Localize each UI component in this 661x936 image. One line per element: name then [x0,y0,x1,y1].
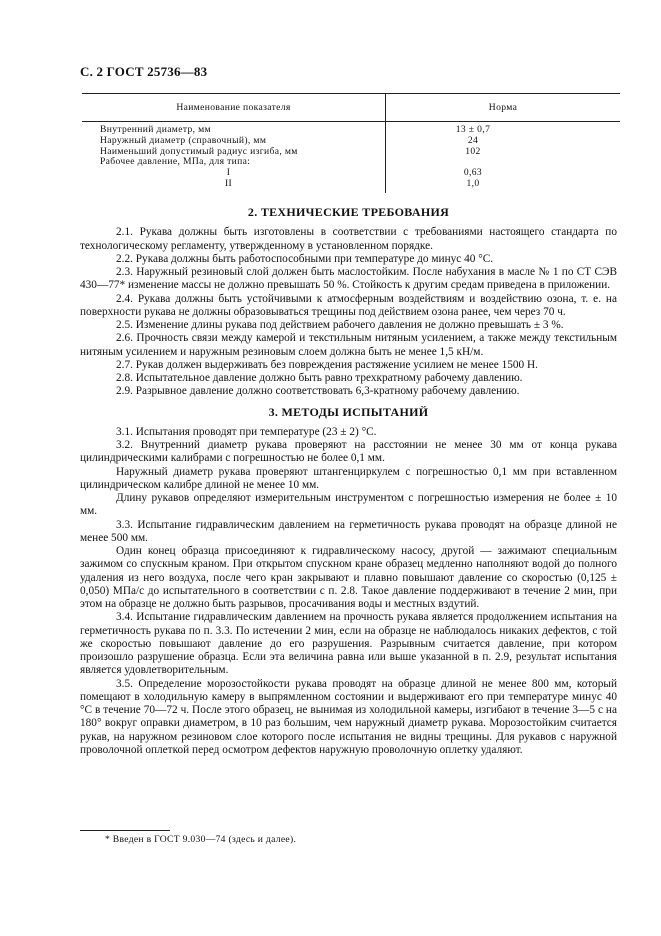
paragraph: 2.3. Наружный резиновый слой должен быть маслостойким. После набухания в масле № 1 по СТ СЭВ 430—77* изменение массы не должно превышать 50 %. Стойкость к другим средам приведена в приложении. [80,266,617,292]
paragraph: 2.5. Изменение длины рукава под действием рабочего давления не должно превышать ± 3 %. [116,319,564,331]
table-row-value: 102 [465,145,481,157]
table-values-column [386,122,620,193]
paragraph: 2.2. Рукава должны быть работоспособными при температуре до минус 40 °С. [116,252,494,265]
table-row-value: 13 ± 0,7 [455,124,491,135]
paragraph: 3.5. Определение морозостойкости рукава проводят на образце длиной не менее 800 мм, который помещают в холодильную камеру в выпрямленном состоянии и выдерживают его при температуре минус 40 °С в течение 70—72 ч. После этого образец, не вынимая из холодильной камеры, изгибают в течение 3—5 с на 180° вокруг оправки диаметром, в 10 раз большим, чем наружный диаметр рукава. Морозостойким считается рукав, на наружном резиновом слое которого после испытания не видны трещины. Для рукавов с наружной проволочной оплеткой перед осмотром дефектов наружную проволочную оплетку удаляют. [80,677,617,756]
table-names-column [82,122,386,193]
paragraph: 2.1. Рукава должны быть изготовлены в соответствии с требованиями настоящего стандарта по технологическому регламенту, утвержденному в установленном порядке. [80,226,617,252]
table-row-value: 0,63 [463,167,483,179]
table-row-value: 1,0 [466,177,480,189]
section-title-technical-requirements: 2. ТЕХНИЧЕСКИЕ ТРЕБОВАНИЯ [247,205,450,219]
paragraph: Длину рукавов определяют измерительным инструментом с погрешностью измерения не более ± 10 мм. [80,492,617,518]
footnote-rule [80,830,170,831]
table-row-value: 24 [467,134,479,146]
table-row-value [386,157,620,168]
paragraph: 3.3. Испытание гидравлическим давлением на герметичность рукава проводят на образце длиной не менее 500 мм. [80,518,617,544]
indicator-table [82,93,620,193]
paragraph: Один конец образца присоединяют к гидравлическому насосу, другой — зажимают специальным зажимом со спускным краном. При открытом спускном кране образец медленно наполняют водой до полного удаления из него воздуха, после чего кран закрывают и плавно повышают давление со скоростью (0,125 ± 0,050) МПа/с до испытательного в соответствии с п. 2.8. Такое давление поддерживают в течение 2 мин, при этом на образце не должно быть разрывов, просачивания воды и местных вздутий. [80,545,617,610]
paragraph: 3.1. Испытания проводят при температуре (23 ± 2) °С. [116,425,377,438]
table-header-norm: Норма [488,102,518,113]
paragraph: 2.7. Рукав должен выдерживать без повреждения растяжение усилием не менее 1500 Н. [116,358,539,371]
table-header [82,94,620,122]
section-title-test-methods: 3. МЕТОДЫ ИСПЫТАНИЙ [268,404,429,419]
table-body [82,122,620,193]
paragraph: Наружный диаметр рукава проверяют штангенциркулем с погрешностью 0,1 мм при вставленном цилиндрическом калибре длиной не менее 10 мм. [80,465,617,491]
paragraph: 2.8. Испытательное давление должно быть равно трехкратному рабочему давлению. [116,372,523,384]
table-row-name: I [226,167,231,179]
document-body [80,199,617,757]
paragraph: 2.6. Прочность связи между камерой и текстильным нитяным усилением, а также между текстильным нитяным усилением и наружным резиновым слоем должна быть не менее 1,5 кН/м. [80,332,617,358]
table-row-name: Внутренний диаметр, мм [100,124,211,135]
page-header: С. 2 ГОСТ 25736—83 [80,64,208,79]
paragraph: 3.4. Испытание гидравлическим давлением на прочность рукава является продолжением испытания на герметичность рукава по п. 3.3. По истечении 2 мин, если на образце не наблюдалось никаких дефектов, с той же скоростью повышают давление до его разрушения. Разрывным считается давление, при котором произошло разрушение образца. Если эта величина равна или выше указанной в п. 2.9, результат испытания является удовлетворительным. [80,611,617,677]
paragraph: 2.9. Разрывное давление должно соответствовать 6,3-кратному рабочему давлению. [116,385,520,398]
table-row-name: Рабочее давление, МПа, для типа: [100,156,251,168]
footnote: * Введен в ГОСТ 9.030—74 (здесь и далее). [105,834,297,845]
table-header-indicator: Наименование показателя [82,94,386,121]
table-row-name: Наружный диаметр (справочный), мм [100,134,267,146]
table-row-name: Наименьший допустимый радиус изгиба, мм [100,145,298,157]
table-row-name: II [224,177,233,189]
paragraph: 3.2. Внутренний диаметр рукава проверяют на расстоянии не менее 30 мм от конца рукава цилиндрическими калибрами с погрешностью не более 0,1 мм. [80,439,617,465]
paragraph: 2.4. Рукава должны быть устойчивыми к атмосферным воздействиям и воздействию озона, т. е. на поверхности рукава не должны образовываться трещины под действием озона ранее, чем через 70 ч. [80,292,617,318]
